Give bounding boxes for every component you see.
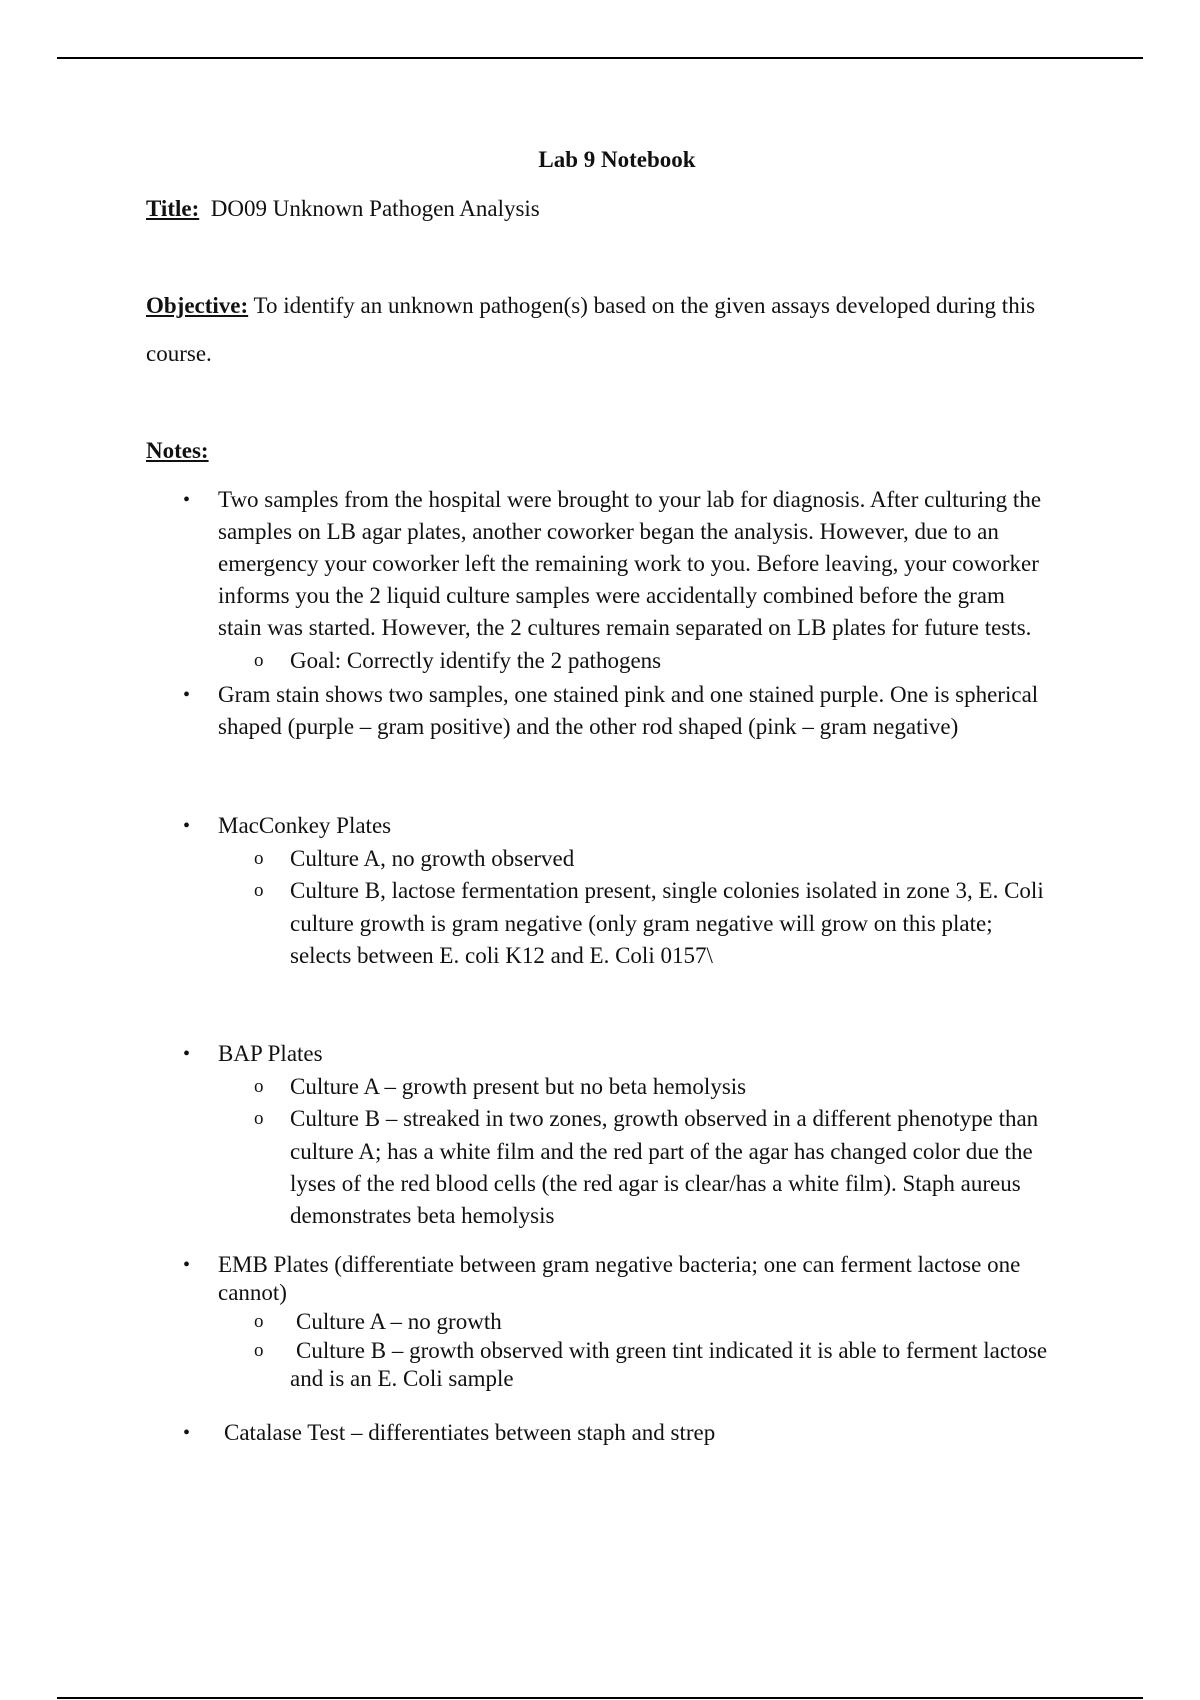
macconkey-culture-b: culture growth is gram negative (only gram negative will grow on this plate; xyxy=(290,911,993,936)
objective-label: Objective: xyxy=(146,293,249,318)
bullet-icon: • xyxy=(183,1043,191,1065)
title-value: DO09 Unknown Pathogen Analysis xyxy=(210,196,540,221)
notes-label: Notes: xyxy=(146,438,209,463)
bap-culture-b: culture A; has a white film and the red part of the agar has changed color due the xyxy=(290,1139,1033,1164)
goal-text: Goal: Correctly identify the 2 pathogens xyxy=(290,648,662,673)
catalase-title: Catalase Test – differentiates between staph and strep xyxy=(224,1420,716,1445)
macconkey-culture-b: Culture B, lactose fermentation present, single colonies isolated in zone 3, E. Coli xyxy=(290,878,1044,903)
macconkey-culture-b: selects between E. coli K12 and E. Coli 0157\ xyxy=(290,943,713,968)
title-line xyxy=(146,195,540,223)
bullet-icon: • xyxy=(183,1422,191,1444)
sub-bullet-icon: o xyxy=(254,650,264,671)
objective-text-cont: course. xyxy=(146,341,212,366)
samples-line: stain was started. However, the 2 cultures remain separated on LB plates for future tests. xyxy=(218,615,1032,640)
objective-text: To identify an unknown pathogen(s) based on the given assays developed during this xyxy=(253,293,1036,318)
bottom-rule xyxy=(57,1697,1143,1699)
emb-title: EMB Plates (differentiate between gram negative bacteria; one can ferment lactose one xyxy=(218,1252,1021,1277)
bullet-icon: • xyxy=(183,1254,191,1276)
macconkey-title: MacConkey Plates xyxy=(218,813,392,838)
sub-bullet-icon: o xyxy=(254,848,264,869)
objective-line xyxy=(146,292,1035,320)
emb-culture-b: and is an E. Coli sample xyxy=(290,1366,514,1391)
samples-line: informs you the 2 liquid culture samples were accidentally combined before the gram xyxy=(218,583,1005,608)
bullet-icon: • xyxy=(183,815,191,837)
bap-culture-b: Culture B – streaked in two zones, growth observed in a different phenotype than xyxy=(290,1106,1039,1131)
gram-stain-line: shaped (purple – gram positive) and the other rod shaped (pink – gram negative) xyxy=(218,714,959,739)
sub-bullet-icon: o xyxy=(254,1076,264,1097)
emb-title: cannot) xyxy=(218,1280,287,1305)
emb-culture-a: Culture A – no growth xyxy=(296,1309,502,1334)
sub-bullet-icon: o xyxy=(254,1340,264,1361)
bap-culture-b: demonstrates beta hemolysis xyxy=(290,1203,555,1228)
bullet-icon: • xyxy=(183,489,191,511)
document-heading: Lab 9 Notebook xyxy=(538,147,696,172)
gram-stain-line: Gram stain shows two samples, one stained pink and one stained purple. One is spherical xyxy=(218,682,1039,707)
sub-bullet-icon: o xyxy=(254,1311,264,1332)
bap-culture-a: Culture A – growth present but no beta hemolysis xyxy=(290,1074,747,1099)
bullet-icon: • xyxy=(183,684,191,706)
samples-line: samples on LB agar plates, another coworker began the analysis. However, due to an xyxy=(218,519,999,544)
sub-bullet-icon: o xyxy=(254,880,264,901)
samples-line: Two samples from the hospital were brought to your lab for diagnosis. After culturing the xyxy=(218,487,1042,512)
bap-title: BAP Plates xyxy=(218,1041,323,1066)
top-rule xyxy=(57,57,1143,59)
samples-line: emergency your coworker left the remaining work to you. Before leaving, your coworker xyxy=(218,551,1039,576)
bap-culture-b: lyses of the red blood cells (the red agar is clear/has a white film). Staph aureus xyxy=(290,1171,1021,1196)
title-label: Title: xyxy=(146,196,200,221)
emb-culture-b: Culture B – growth observed with green tint indicated it is able to ferment lactose xyxy=(296,1338,1048,1363)
macconkey-culture-a: Culture A, no growth observed xyxy=(290,846,575,871)
sub-bullet-icon: o xyxy=(254,1108,264,1129)
